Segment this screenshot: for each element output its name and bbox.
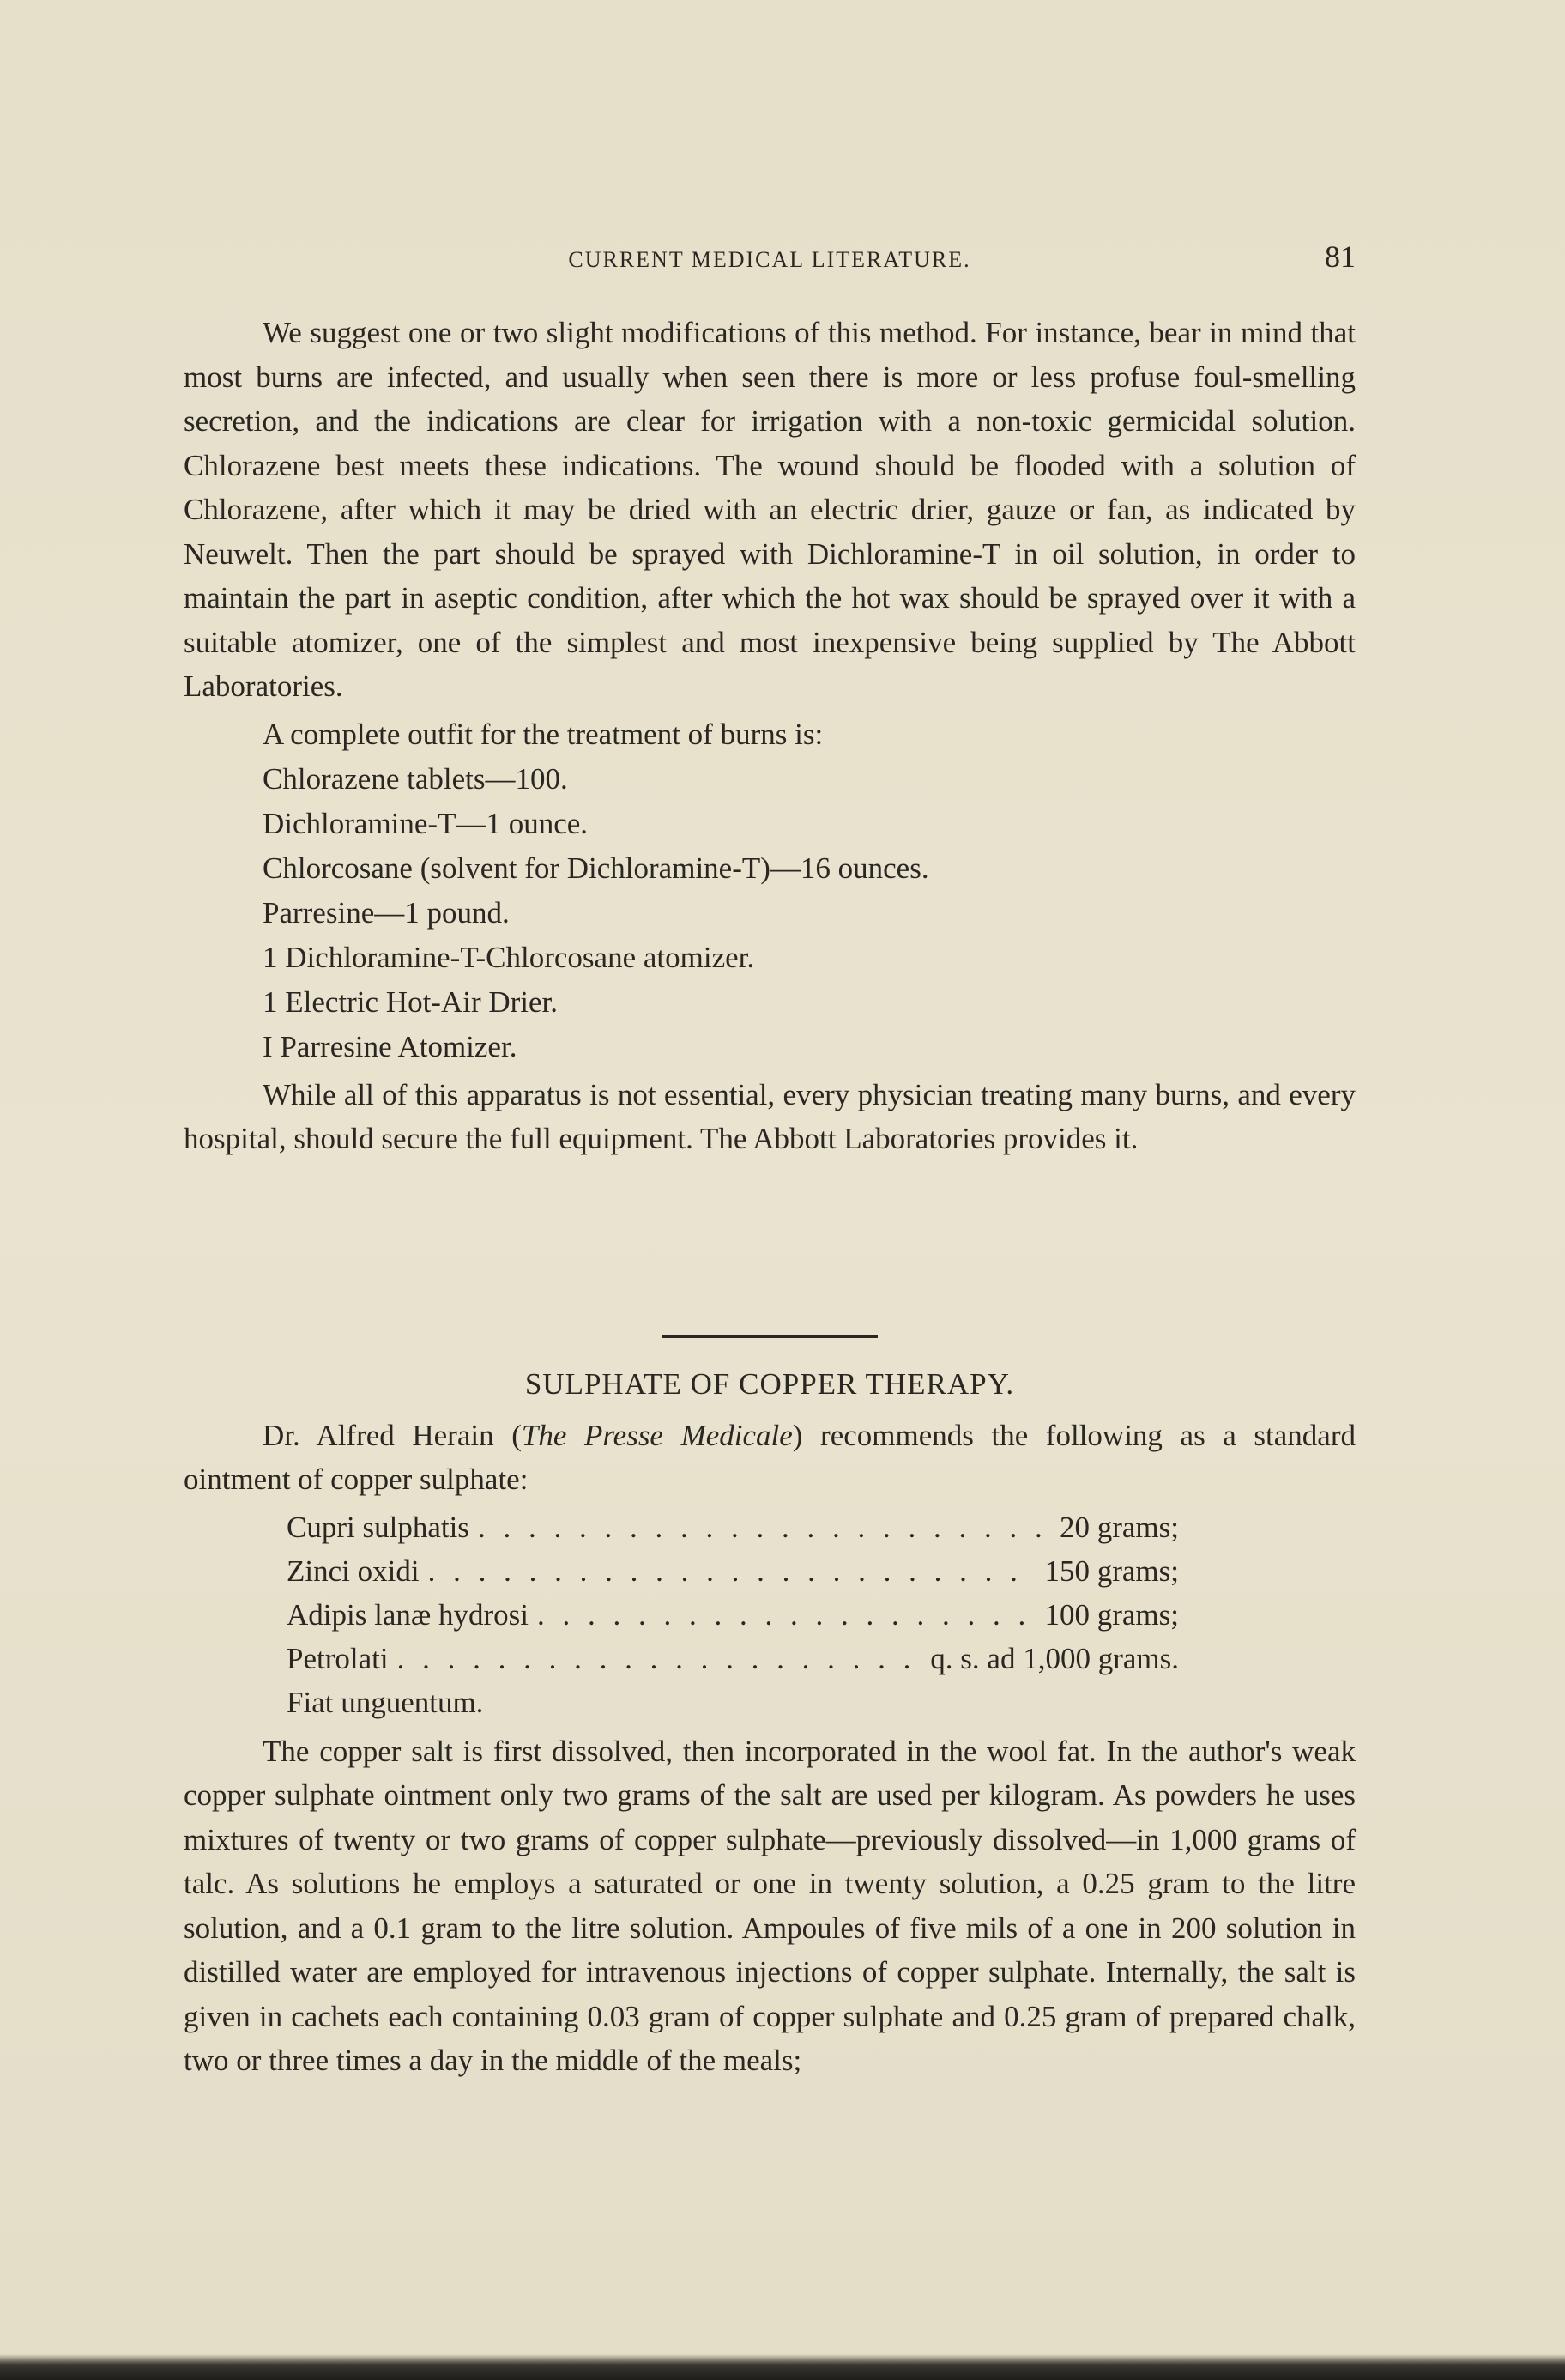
page-bottom-edge [0,2354,1565,2380]
outfit-list-intro: A complete outfit for the treatment of burns is: [263,717,824,751]
ingredient-name: Zinci oxidi [287,1553,420,1588]
section-title: SULPHATE OF COPPER THERAPY. [524,1367,1015,1401]
leader-dots [537,1593,1036,1638]
leader-dots [428,1549,1036,1594]
outfit-list-item: 1 Electric Hot-Air Drier. [263,984,559,1019]
paragraph-copper-salt: The copper salt is first dissolved, then incorporated in the wool fat. In the author's weak copper sulphate ointment only two grams of the salt are used per kilogram. As powders he uses mixtures of twenty or two grams of copper sulphate—previously dissolved—in 1,000 grams of talc. As solutions he employs a saturated or one in twenty solution, a 0.25 gram to the litre solution, and a 0.1 gram to the litre solution. Ampoules of five mils of a one in 200 solution in distilled water are employed for intravenous injections of copper sulphate. Internally, the salt is given in cachets each containing 0.03 gram of copper sulphate and 0.25 gram of prepared chalk, two or three times a day in the middle of the meals; [184,1734,1356,2077]
ointment-recipe [287,1505,1179,1724]
section-divider [662,1335,878,1338]
ingredient-amount: 150 grams; [1044,1553,1179,1588]
outfit-list-item: I Parresine Atomizer. [263,1029,517,1063]
ingredient-amount: q. s. ad 1,000 grams. [930,1641,1179,1675]
page-number: 81 [1325,239,1356,274]
ingredient-name: Adipis lanæ hydrosi [287,1597,529,1632]
recipe-row [287,1637,1179,1681]
intro-text: ) recommends the following as a standard ointment of copper sulphate: [184,1418,1356,1496]
outfit-list-item: Chlorazene tablets—100. [263,761,568,796]
outfit-list-item: Parresine—1 pound. [263,895,510,930]
ingredient-amount: 100 grams; [1044,1597,1179,1632]
recipe-row [287,1549,1179,1593]
intro-text: Dr. Alfred Herain ( [263,1418,522,1452]
ingredient-name: Cupri sulphatis [287,1510,469,1544]
outfit-list [184,712,1356,1069]
leader-dots [397,1637,922,1681]
ingredient-name: Petrolati [287,1641,389,1675]
paragraph-apparatus: While all of this apparatus is not essential, every physician treating many burns, and every hospital, should secure the full equipment. The Abbott Laboratories provides it. [184,1077,1356,1155]
recipe-row [287,1505,1179,1549]
leader-dots [478,1505,1051,1550]
outfit-list-item: Dichloramine-T—1 ounce. [263,806,589,840]
running-head: CURRENT MEDICAL LITERATURE. [568,247,971,272]
journal-title: The Presse Medicale [521,1418,793,1452]
recipe-end: Fiat unguentum. [287,1685,484,1719]
page-header [184,239,1356,290]
paragraph-intro [184,1414,1356,1502]
recipe-row [287,1593,1179,1637]
paragraph-modifications: We suggest one or two slight modifications of this method. For instance, bear in mind that most burns are infected, and usually when seen there is more or less profuse foul-smelling secretion, and the indications are clear for irrigation with a non-toxic germicidal solution. Chlorazene best meets these indications. The wound should be flooded with a solution of Chlorazene, after which it may be dried with an electric drier, gauze or fan, as indicated by Neuwelt. Then the part should be sprayed with Dichloramine-T in oil solution, in order to maintain the part in aseptic condition, after which the hot wax should be sprayed over it with a suitable atomizer, one of the simplest and most inexpensive being supplied by The Abbott Laboratories. [184,316,1356,703]
section-burns-treatment [184,311,1356,1161]
outfit-list-item: 1 Dichloramine-T-Chlorcosane atomizer. [263,940,755,974]
outfit-list-item: Chlorcosane (solvent for Dichloramine-T)—16 ounces. [263,851,929,885]
ingredient-amount: 20 grams; [1059,1510,1179,1544]
section-copper-therapy [184,1335,1356,2083]
